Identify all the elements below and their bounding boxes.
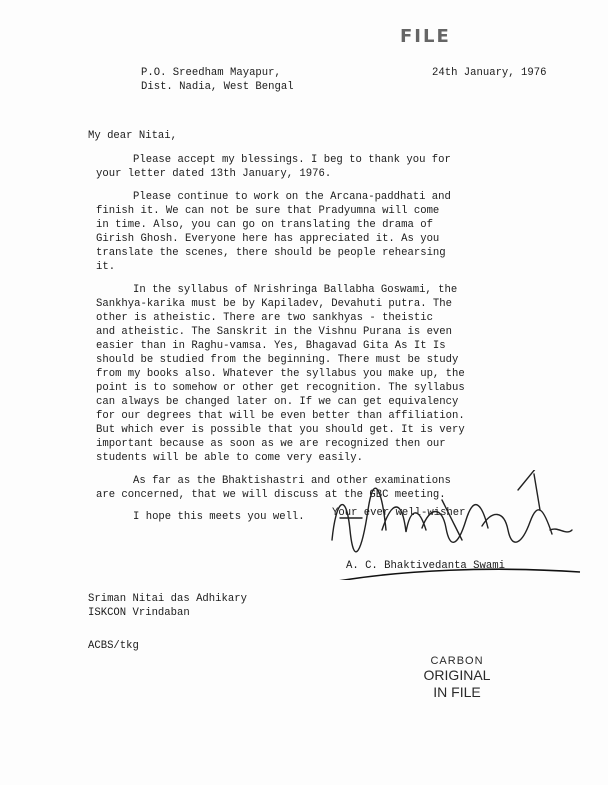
recipient-line-2: ISKCON Vrindaban xyxy=(88,607,190,619)
body-line: finish it. We can not be sure that Pradyumna will come xyxy=(96,205,440,217)
body-line: are concerned, that we will discuss at the GBC meeting. xyxy=(96,489,446,501)
body-line: your letter dated 13th January, 1976. xyxy=(96,168,332,180)
signer-name: A. C. Bhaktivedanta Swami xyxy=(346,560,505,572)
body-line: important because as soon as we are recognized then our xyxy=(96,438,446,450)
reference-initials: ACBS/tkg xyxy=(88,640,139,652)
carbon-stamp-line-1: CARBON xyxy=(430,655,484,667)
body-line: Girish Ghosh. Everyone here has appreciated it. As you xyxy=(96,233,440,245)
body-line: As far as the Bhaktishastri and other examinations xyxy=(133,475,451,487)
carbon-stamp-line-3: IN FILE xyxy=(433,684,481,700)
body-line: it. xyxy=(96,261,116,273)
file-stamp xyxy=(400,26,470,68)
body-line: Please continue to work on the Arcana-paddhati and xyxy=(133,191,451,203)
carbon-stamp xyxy=(412,655,502,701)
body-line: Please accept my blessings. I beg to thank you for xyxy=(133,154,451,166)
address-line-2: Dist. Nadia, West Bengal xyxy=(141,81,294,93)
salutation: My dear Nitai, xyxy=(88,130,178,142)
body-line: easier than in Raghu-vamsa. Yes, Bhagavad Gita As It Is xyxy=(96,340,446,352)
body-line: In the syllabus of Nrishringa Ballabha Goswami, the xyxy=(133,284,458,296)
letter-date: 24th January, 1976 xyxy=(432,67,547,79)
body-line: Sankhya-karika must be by Kapiladev, Devahuti putra. The xyxy=(96,298,453,310)
body-line: I hope this meets you well. xyxy=(133,511,305,523)
carbon-stamp-line-2: ORIGINAL xyxy=(423,667,491,683)
body-line: translate the scenes, there should be people rehearsing xyxy=(96,247,446,259)
body-line: other is atheistic. There are two sankhyas - theistic xyxy=(96,312,433,324)
recipient-line-1: Sriman Nitai das Adhikary xyxy=(88,593,247,605)
body-line: in time. Also, you can go on translating the drama of xyxy=(96,219,433,231)
body-line: can always be changed later on. If we can get equivalency xyxy=(96,396,459,408)
body-line: point is to somehow or other get recognition. The syllabus xyxy=(96,382,465,394)
closing: Your ever well-wisher, xyxy=(332,507,472,519)
body-line: But which ever is possible that you should get. It is very xyxy=(96,424,465,436)
body-line: for our degrees that will be even better than affiliation. xyxy=(96,410,465,422)
address-line-1: P.O. Sreedham Mayapur, xyxy=(141,67,281,79)
body-line: students will be able to come very easily. xyxy=(96,452,364,464)
file-stamp-text: FILE xyxy=(400,26,451,47)
body-line: from my books also. Whatever the syllabus you make up, the xyxy=(96,368,465,380)
body-line: should be studied from the beginning. There must be study xyxy=(96,354,459,366)
body-line: and atheistic. The Sanskrit in the Vishnu Purana is even xyxy=(96,326,453,338)
